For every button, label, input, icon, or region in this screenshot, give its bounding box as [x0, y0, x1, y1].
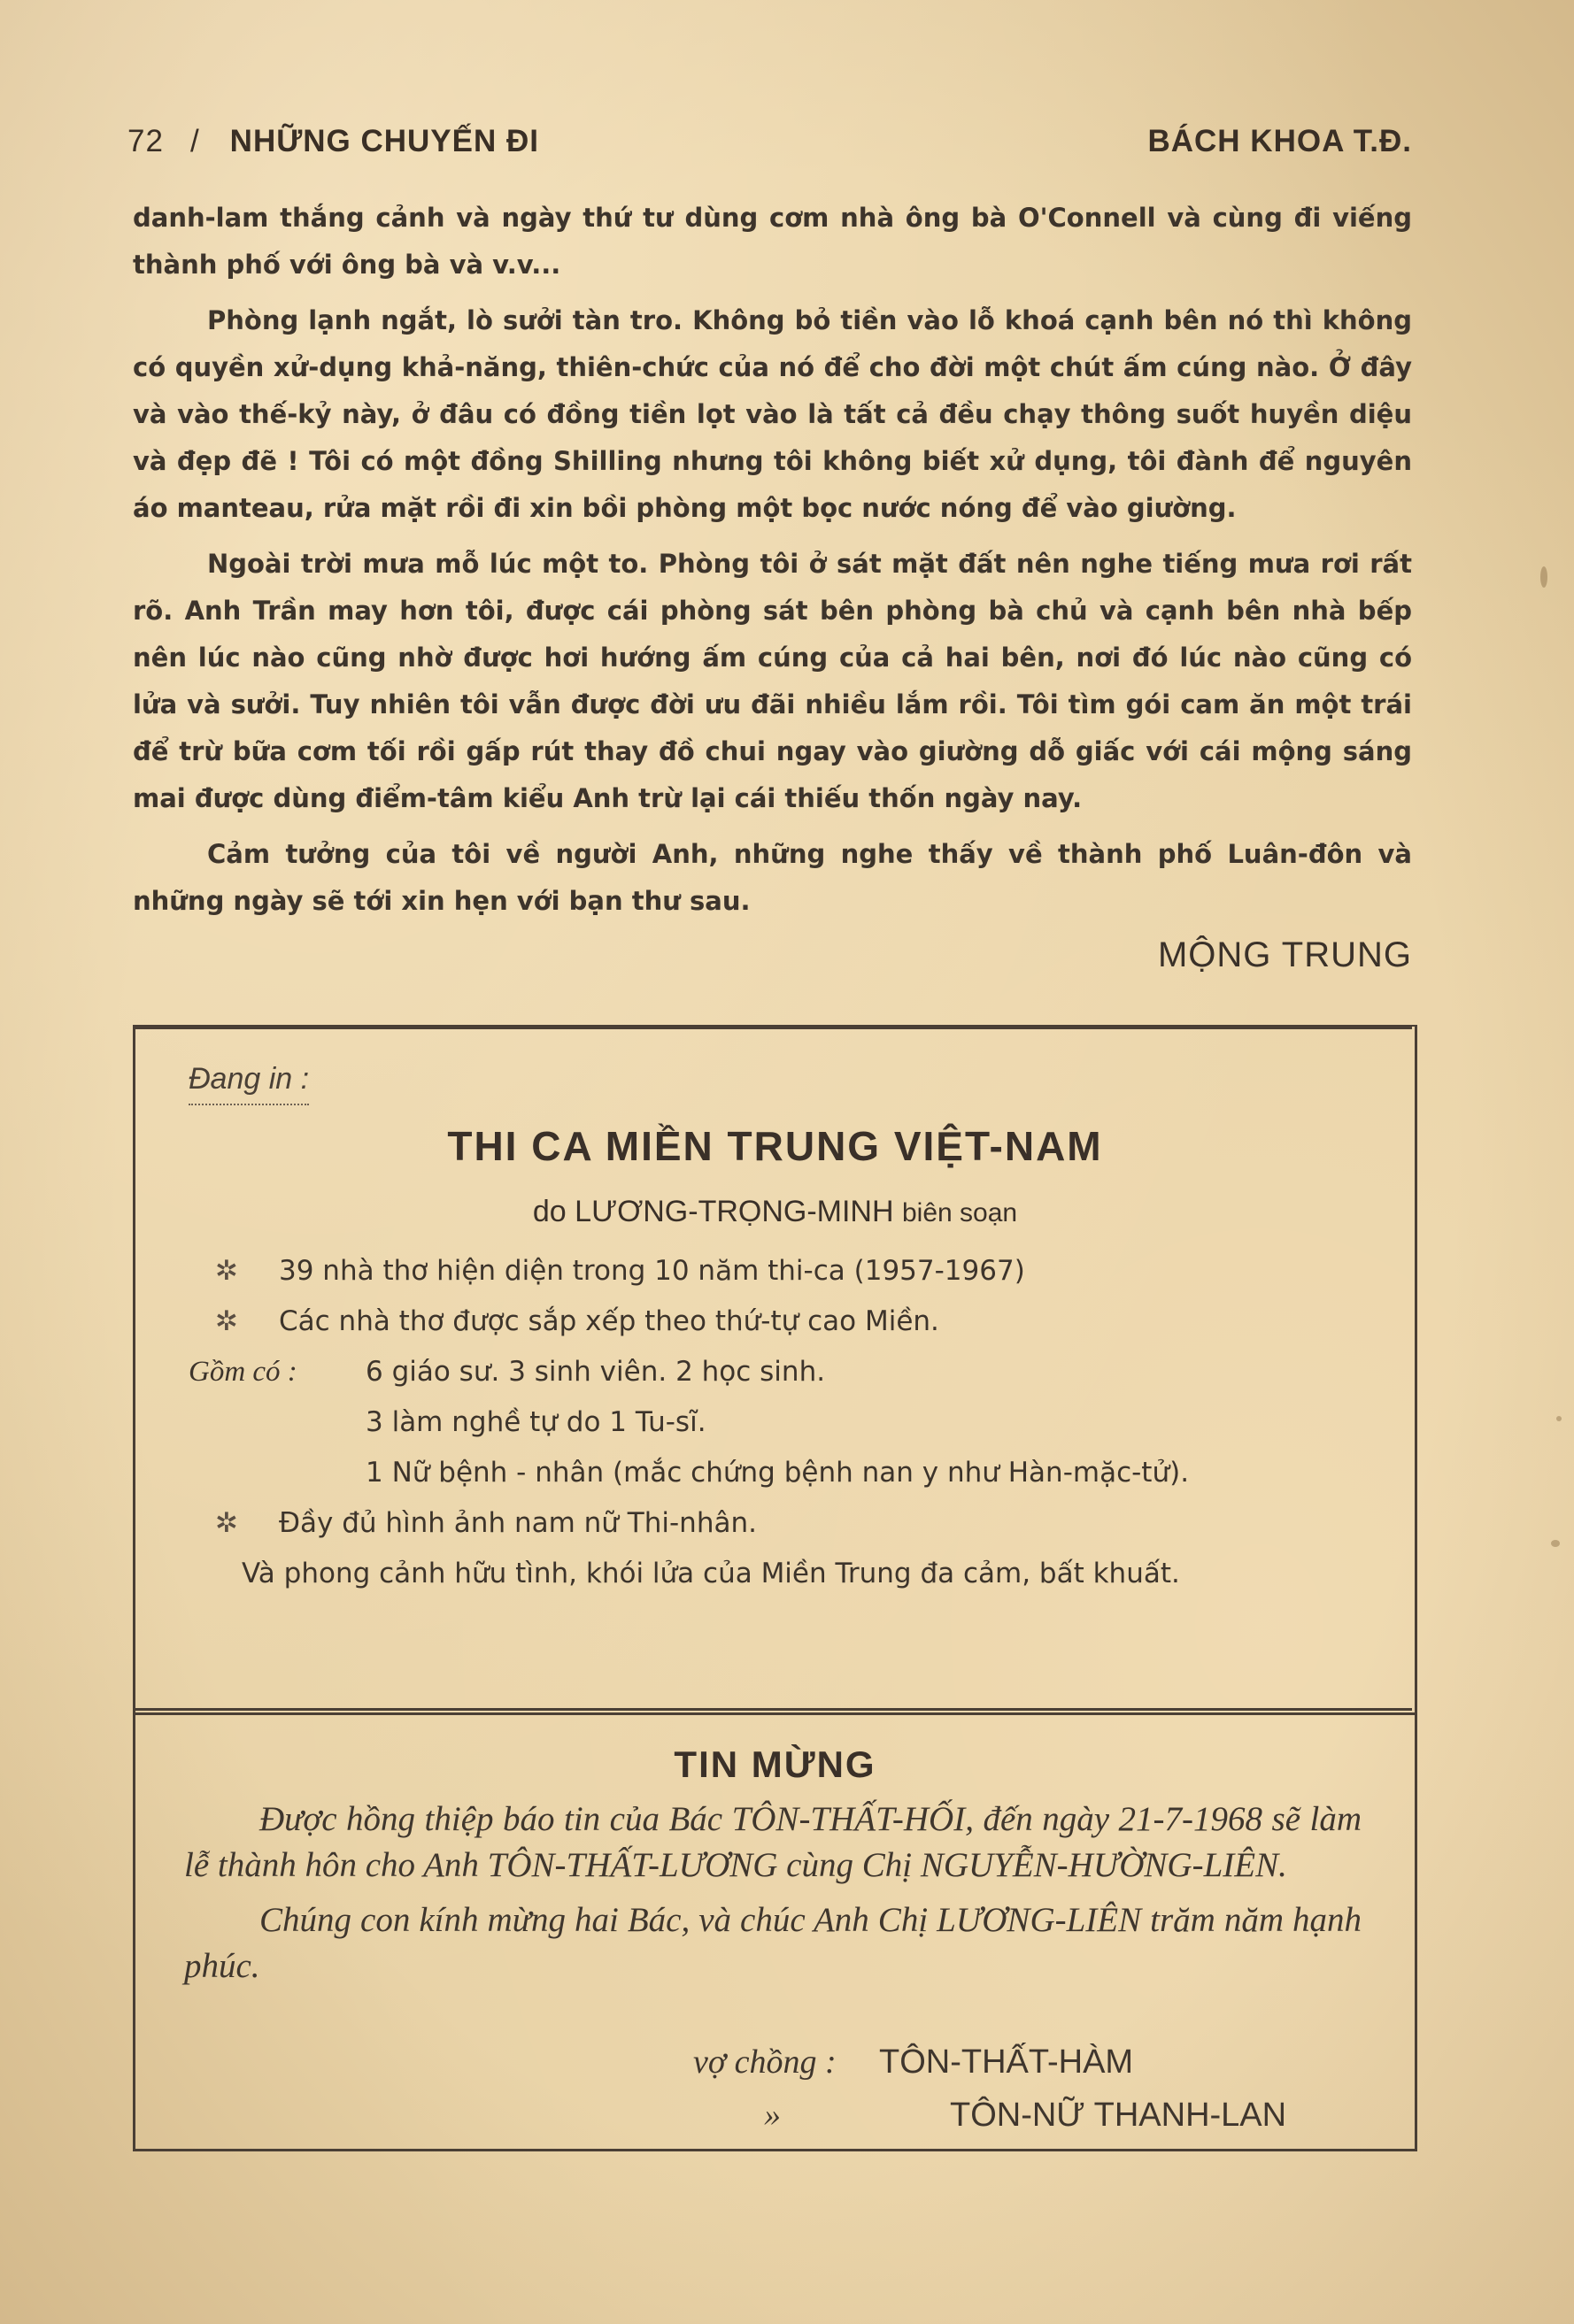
bullet-text: 39 nhà thơ hiện diện trong 10 năm thi-ca (1957-1967)	[279, 1255, 1025, 1287]
includes-item: 6 giáo sư. 3 sinh viên. 2 học sinh.	[366, 1356, 826, 1388]
signers	[693, 2035, 1286, 2142]
bullet-icon: ✲	[215, 1255, 238, 1287]
signers-label: vợ chồng :	[693, 2043, 837, 2081]
section-title: NHỮNG CHUYẾN ĐI	[229, 124, 540, 158]
page-number: 72	[127, 124, 164, 158]
book-title: THI CA MIỀN TRUNG VIỆT-NAM	[447, 1123, 1103, 1169]
includes-row	[189, 1397, 1366, 1448]
bullet-row	[189, 1498, 1366, 1549]
bullet-text: Các nhà thơ được sắp xếp theo thứ-tự cao Miền.	[279, 1305, 939, 1337]
bullet-icon: ✲	[215, 1305, 238, 1337]
news-paragraph: Chúng con kính mừng hai Bác, và chúc Anh Chị LƯƠNG-LIÊN trăm năm hạnh phúc.	[184, 1901, 1362, 1985]
announcement-label: Đang in :	[189, 1062, 309, 1105]
paper-mark	[1556, 1416, 1562, 1421]
signer-name: TÔN-THẤT-HÀM	[879, 2043, 1134, 2081]
paper-mark	[1540, 566, 1547, 588]
signer-row	[693, 2089, 1286, 2142]
byline-prefix: do	[532, 1195, 567, 1228]
byline-suffix: biên soạn	[902, 1198, 1018, 1227]
article-body	[133, 195, 1412, 925]
bullet-text: Đầy đủ hình ảnh nam nữ Thi-nhân.	[279, 1507, 757, 1539]
news-body	[184, 1797, 1362, 1989]
announcement-closing: Và phong cảnh hữu tình, khói lửa của Miền Trung đa cảm, bất khuất.	[242, 1558, 1180, 1589]
box-top-rule	[133, 1708, 1412, 1711]
book-announcement-box	[133, 1025, 1417, 1715]
includes-label: Gồm có :	[189, 1356, 297, 1388]
news-box	[133, 1708, 1417, 2151]
running-head	[127, 124, 1412, 159]
bullet-row	[189, 1246, 1366, 1297]
news-title: TIN MỪNG	[674, 1743, 876, 1785]
article-author: MỘNG TRUNG	[1157, 935, 1412, 974]
page-content	[127, 124, 1412, 975]
signer-name: TÔN-NỮ THANH-LAN	[950, 2097, 1287, 2134]
includes-item: 3 làm nghề tự do 1 Tu-sĩ.	[366, 1406, 706, 1438]
paper-mark	[1551, 1540, 1560, 1547]
signer-row	[693, 2035, 1286, 2089]
ditto-mark: »	[764, 2097, 781, 2134]
article-paragraph: Cảm tưởng của tôi về người Anh, những nghe thấy về thành phố Luân-đôn và những ngày sẽ tới xin hẹn với bạn thư sau.	[133, 839, 1412, 916]
publication-name: BÁCH KHOA T.Đ.	[1147, 124, 1412, 158]
article-paragraph: Phòng lạnh ngắt, lò sưởi tàn tro. Không bỏ tiền vào lỗ khoá cạnh bên nó thì không có quyền xử-dụng khả-năng, thiên-chức của nó để cho đời một chút ấm cúng nào. Ở đây và vào thế-kỷ này, ở đâu có đồng tiền lọt vào là tất cả đều chạy thông suốt huyền diệu và đẹp đẽ ! Tôi có một đồng Shilling nhưng tôi không biết xử dụng, tôi đành để nguyên áo manteau, rửa mặt rồi đi xin bồi phòng một bọc nước nóng để vào giường.	[133, 305, 1412, 523]
news-paragraph: Được hồng thiệp báo tin của Bác TÔN-THẤT-HỐI, đến ngày 21-7-1968 sẽ làm lễ thành hôn cho Anh TÔN-THẤT-LƯƠNG cùng Chị NGUYỄN-HƯỜNG-LIÊN.	[184, 1800, 1362, 1884]
book-byline	[135, 1195, 1415, 1229]
includes-row	[189, 1347, 1366, 1397]
article-paragraph: Ngoài trời mưa mỗ lúc một to. Phòng tôi ở sát mặt đất nên nghe tiếng mưa rơi rất rõ. Anh Trần may hơn tôi, được cái phòng sát bên phòng bà chủ và cạnh bên nhà bếp nên lúc nào cũng nhờ được hơi hướng ấm cúng của cả hai bên, nơi đó lúc nào cũng có lửa và sưởi. Tuy nhiên tôi vẫn được đời ưu đãi nhiều lắm rồi. Tôi tìm gói cam ăn một trái để trừ bữa cơm tối rồi gấp rút thay đồ chui ngay vào giường dỗ giấc với cái mộng sáng mai được dùng điểm-tâm kiểu Anh trừ lại cái thiếu thốn ngày nay.	[133, 549, 1412, 813]
announcement-details	[189, 1246, 1366, 1599]
bullet-row	[189, 1297, 1366, 1347]
bullet-icon: ✲	[215, 1507, 238, 1539]
byline-name: LƯƠNG-TRỌNG-MINH	[575, 1195, 894, 1228]
article-paragraph: danh-lam thắng cảnh và ngày thứ tư dùng cơm nhà ông bà O'Connell và cùng đi viếng thành phố với ông bà và v.v...	[133, 203, 1412, 280]
box-top-rule	[133, 1027, 1412, 1029]
header-separator: /	[189, 124, 200, 158]
includes-item: 1 Nữ bệnh - nhân (mắc chứng bệnh nan y như Hàn-mặc-tử).	[366, 1457, 1190, 1489]
